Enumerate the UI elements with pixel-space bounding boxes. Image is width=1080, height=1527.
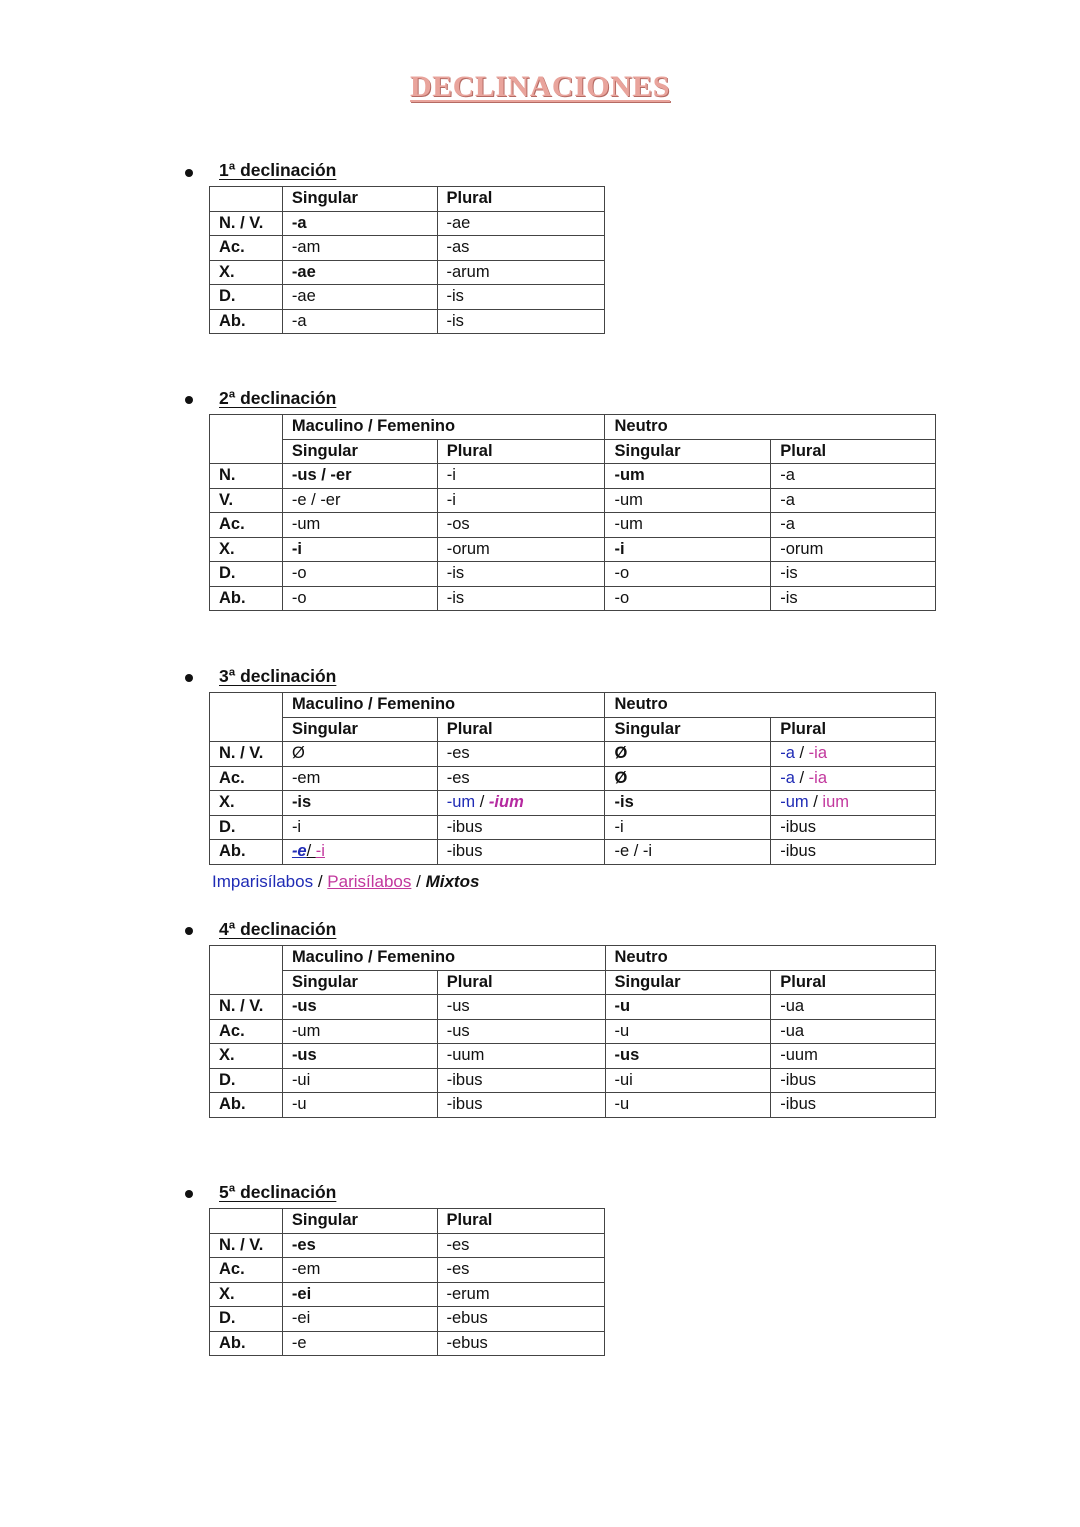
- bullet-icon: [185, 169, 193, 177]
- cell-part: -ium: [488, 793, 524, 812]
- table-group-row: [210, 693, 936, 718]
- table-group-row: [210, 415, 936, 440]
- case-label: Ab.: [210, 1331, 283, 1356]
- header-empty: [210, 415, 283, 440]
- cell: -is: [437, 285, 604, 310]
- cell: -ua: [771, 995, 936, 1020]
- table-row: [210, 1233, 605, 1258]
- cell: -em: [282, 1258, 437, 1283]
- cell: -e / -i: [605, 840, 771, 865]
- case-label: N. / V.: [210, 995, 283, 1020]
- group-neutro: Neutro: [605, 415, 936, 440]
- header-plural: Plural: [771, 970, 936, 995]
- table-row: [210, 211, 605, 236]
- cell: -ebus: [437, 1307, 604, 1332]
- table-row: [210, 815, 936, 840]
- cell: -um: [605, 513, 771, 538]
- table-row: [210, 513, 936, 538]
- cell-part: -i: [315, 842, 325, 861]
- header-singular: Singular: [282, 187, 437, 212]
- cell: Ø: [605, 742, 771, 767]
- table-row: [210, 1282, 605, 1307]
- cell: -em: [282, 766, 437, 791]
- cell: -u: [282, 1093, 437, 1118]
- case-label: X.: [210, 1044, 283, 1069]
- cell: -es: [437, 1233, 604, 1258]
- cell: -orum: [437, 537, 605, 562]
- header-plural: Plural: [771, 439, 936, 464]
- cell: -ibus: [437, 1068, 605, 1093]
- cell: -i: [282, 815, 437, 840]
- cell: -ibus: [771, 1068, 936, 1093]
- cell: -a: [771, 513, 936, 538]
- heading-decl1: 1ª declinación: [219, 160, 337, 180]
- cell: -us: [437, 995, 605, 1020]
- header-empty: [210, 717, 283, 742]
- group-neutro: Neutro: [605, 693, 936, 718]
- cell: -is: [437, 586, 605, 611]
- cell: -i: [605, 815, 771, 840]
- case-label: Ac.: [210, 1258, 283, 1283]
- cell: -ui: [605, 1068, 771, 1093]
- table-row: [210, 464, 936, 489]
- cell: -ibus: [771, 1093, 936, 1118]
- table-row: [210, 1093, 936, 1118]
- cell: -a: [771, 488, 936, 513]
- cell: -e / -er: [282, 488, 437, 513]
- table-header-row: [210, 187, 605, 212]
- table-row: [210, 537, 936, 562]
- table-decl1: [209, 186, 605, 334]
- cell: -u: [605, 1093, 771, 1118]
- cell: -o: [605, 586, 771, 611]
- header-empty: [210, 1209, 283, 1234]
- case-label: N. / V.: [210, 1233, 283, 1258]
- cell: -ebus: [437, 1331, 604, 1356]
- table-decl2: [209, 414, 936, 611]
- cell: -uum: [437, 1044, 605, 1069]
- table-row: [210, 260, 605, 285]
- note-mixtos: Mixtos: [425, 872, 480, 891]
- case-label: Ac.: [210, 236, 283, 261]
- cell: -am: [282, 236, 437, 261]
- cell: -um: [605, 464, 771, 489]
- note-separator: /: [313, 872, 328, 891]
- header-plural: Plural: [771, 717, 936, 742]
- case-label: Ac.: [210, 1019, 283, 1044]
- cell: [771, 766, 936, 791]
- header-plural: Plural: [437, 717, 605, 742]
- cell: -ua: [771, 1019, 936, 1044]
- table-header-row: [210, 970, 936, 995]
- cell: [437, 791, 605, 816]
- header-empty: [210, 946, 283, 971]
- table-row: [210, 1331, 605, 1356]
- cell: -ui: [282, 1068, 437, 1093]
- table-decl3: [209, 692, 936, 865]
- table-row: [210, 1258, 605, 1283]
- cell-part: /: [475, 793, 489, 812]
- case-label: N. / V.: [210, 211, 283, 236]
- header-empty: [210, 970, 283, 995]
- table-row: [210, 742, 936, 767]
- cell-part: -um: [780, 793, 809, 812]
- cell: -a: [282, 309, 437, 334]
- cell: -is: [771, 586, 936, 611]
- cell: [282, 840, 437, 865]
- header-empty: [210, 439, 283, 464]
- cell: -es: [437, 766, 605, 791]
- table-row: [210, 309, 605, 334]
- cell-part: /: [808, 793, 823, 812]
- case-label: X.: [210, 260, 283, 285]
- note-separator: /: [411, 872, 426, 891]
- cell: -erum: [437, 1282, 604, 1307]
- cell: -o: [282, 586, 437, 611]
- cell-part: -e: [291, 842, 307, 861]
- group-masc-fem: Maculino / Femenino: [282, 946, 605, 971]
- table-row: [210, 1068, 936, 1093]
- header-singular: Singular: [605, 970, 771, 995]
- cell-part: -um: [446, 793, 476, 812]
- header-empty: [210, 187, 283, 212]
- cell: -ei: [282, 1282, 437, 1307]
- table-row: [210, 488, 936, 513]
- page-title: DECLINACIONES: [410, 70, 670, 103]
- cell: -i: [437, 488, 605, 513]
- bullet-icon: [185, 396, 193, 404]
- cell: -ae: [282, 260, 437, 285]
- cell: -is: [437, 562, 605, 587]
- header-singular: Singular: [282, 1209, 437, 1234]
- cell-part: /: [306, 842, 316, 861]
- cell: -us: [437, 1019, 605, 1044]
- cell: -es: [282, 1233, 437, 1258]
- table-row: [210, 236, 605, 261]
- cell: -a: [282, 211, 437, 236]
- table-group-row: [210, 946, 936, 971]
- case-label: Ac.: [210, 513, 283, 538]
- header-empty: [210, 693, 283, 718]
- header-singular: Singular: [282, 717, 437, 742]
- header-singular: Singular: [282, 439, 437, 464]
- cell: -is: [605, 791, 771, 816]
- heading-decl4: 4ª declinación: [219, 919, 337, 939]
- case-label: X.: [210, 791, 283, 816]
- cell: -o: [605, 562, 771, 587]
- cell: -ibus: [437, 1093, 605, 1118]
- table-row: [210, 1019, 936, 1044]
- table-decl5: [209, 1208, 605, 1356]
- cell-part: -a: [780, 744, 795, 763]
- header-plural: Plural: [437, 439, 605, 464]
- cell: -arum: [437, 260, 604, 285]
- header-plural: Plural: [437, 1209, 604, 1234]
- table-header-row: [210, 717, 936, 742]
- group-neutro: Neutro: [605, 946, 935, 971]
- table-row: [210, 791, 936, 816]
- cell: -ae: [282, 285, 437, 310]
- case-label: X.: [210, 1282, 283, 1307]
- table-row: [210, 840, 936, 865]
- cell: -us / -er: [282, 464, 437, 489]
- header-singular: Singular: [605, 439, 771, 464]
- cell: [771, 791, 936, 816]
- heading-decl3: 3ª declinación: [219, 666, 337, 686]
- cell: -es: [437, 1258, 604, 1283]
- case-label: Ab.: [210, 586, 283, 611]
- note-imparisilabos: Imparisílabos: [212, 872, 314, 891]
- cell-part: ium: [822, 793, 849, 812]
- bullet-icon: [185, 674, 193, 682]
- case-label: D.: [210, 1307, 283, 1332]
- cell: -um: [605, 488, 771, 513]
- group-masc-fem: Maculino / Femenino: [282, 415, 605, 440]
- cell: -ae: [437, 211, 604, 236]
- table-decl4: [209, 945, 936, 1118]
- table-row: [210, 1307, 605, 1332]
- table-row: [210, 285, 605, 310]
- case-label: V.: [210, 488, 283, 513]
- case-label: N. / V.: [210, 742, 283, 767]
- table-row: [210, 995, 936, 1020]
- table-row: [210, 766, 936, 791]
- header-plural: Plural: [437, 187, 604, 212]
- group-masc-fem: Maculino / Femenino: [282, 693, 605, 718]
- cell: -a: [771, 464, 936, 489]
- bullet-icon: [185, 927, 193, 935]
- header-plural: Plural: [437, 970, 605, 995]
- cell: -uum: [771, 1044, 936, 1069]
- case-label: Ab.: [210, 1093, 283, 1118]
- cell-part: /: [794, 744, 809, 763]
- cell-part: /: [794, 768, 809, 787]
- case-label: Ac.: [210, 766, 283, 791]
- cell: -is: [437, 309, 604, 334]
- cell: -um: [282, 1019, 437, 1044]
- table-row: [210, 586, 936, 611]
- cell: -us: [605, 1044, 771, 1069]
- cell-part: -ia: [808, 768, 827, 787]
- header-singular: Singular: [282, 970, 437, 995]
- cell: -i: [605, 537, 771, 562]
- cell-part: -a: [780, 768, 795, 787]
- table-row: [210, 1044, 936, 1069]
- cell: -ibus: [771, 840, 936, 865]
- cell: -ibus: [437, 815, 605, 840]
- heading-decl2: 2ª declinación: [219, 388, 337, 408]
- cell: -os: [437, 513, 605, 538]
- heading-decl5: 5ª declinación: [219, 1182, 337, 1202]
- cell: -as: [437, 236, 604, 261]
- case-label: D.: [210, 562, 283, 587]
- case-label: D.: [210, 815, 283, 840]
- cell: -u: [605, 995, 771, 1020]
- stem-types-note: [212, 872, 479, 892]
- cell: -ibus: [437, 840, 605, 865]
- cell: Ø: [605, 766, 771, 791]
- case-label: N.: [210, 464, 283, 489]
- cell: Ø: [282, 742, 437, 767]
- cell: -is: [771, 562, 936, 587]
- cell: -o: [282, 562, 437, 587]
- case-label: Ab.: [210, 309, 283, 334]
- cell: -i: [437, 464, 605, 489]
- cell: -is: [282, 791, 437, 816]
- case-label: D.: [210, 285, 283, 310]
- cell: -us: [282, 1044, 437, 1069]
- bullet-icon: [185, 1190, 193, 1198]
- cell: -us: [282, 995, 437, 1020]
- header-singular: Singular: [605, 717, 771, 742]
- cell: -u: [605, 1019, 771, 1044]
- note-parisilabos: Parisílabos: [327, 872, 412, 891]
- cell: -orum: [771, 537, 936, 562]
- cell: -um: [282, 513, 437, 538]
- cell: -es: [437, 742, 605, 767]
- cell: -e: [282, 1331, 437, 1356]
- cell: -i: [282, 537, 437, 562]
- cell: [771, 742, 936, 767]
- table-header-row: [210, 1209, 605, 1234]
- cell: -ibus: [771, 815, 936, 840]
- case-label: Ab.: [210, 840, 283, 865]
- cell: -ei: [282, 1307, 437, 1332]
- case-label: X.: [210, 537, 283, 562]
- table-header-row: [210, 439, 936, 464]
- case-label: D.: [210, 1068, 283, 1093]
- cell-part: -ia: [808, 744, 827, 763]
- table-row: [210, 562, 936, 587]
